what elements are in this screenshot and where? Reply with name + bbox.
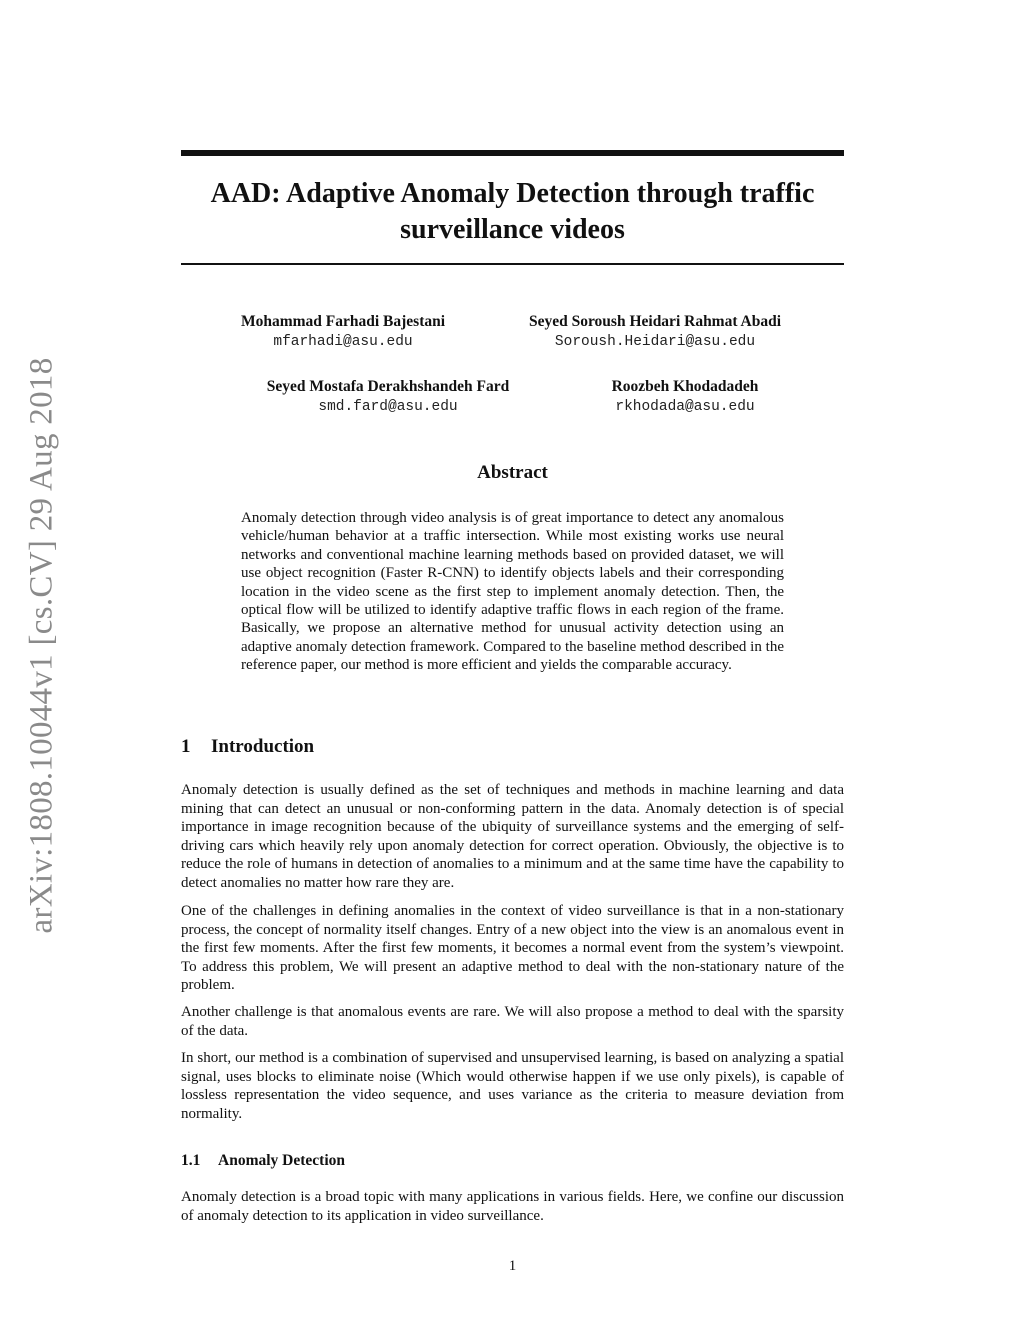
title-bottom-rule	[181, 263, 844, 265]
author-email: mfarhadi@asu.edu	[273, 334, 413, 350]
section-title: Introduction	[211, 736, 315, 757]
paragraph: Another challenge is that anomalous events are rare. We will also propose a method to deal with the sparsity of the data.	[181, 1004, 844, 1039]
author-email: Soroush.Heidari@asu.edu	[554, 334, 756, 350]
author-block	[505, 312, 805, 352]
paragraph: One of the challenges in defining anomalies in the context of video surveillance is that in a non-stationary process, the concept of normality itself changes. Entry of a new object into the view is an anomalous event in the first few moments. After the first few moments, it becomes a normal event from the system’s viewpoint. To address this problem, We will present an adaptive method to deal with the non-stationary nature of the problem.	[181, 903, 844, 993]
author-block	[238, 377, 538, 417]
subsection-title: Anomaly Detection	[218, 1152, 345, 1169]
subsection-heading	[181, 1152, 345, 1170]
author-name: Mohammad Farhadi Bajestani	[240, 313, 446, 330]
author-email: rkhodada@asu.edu	[615, 399, 755, 415]
author-email: smd.fard@asu.edu	[318, 399, 458, 415]
abstract-heading: Abstract	[477, 462, 548, 483]
author-block	[535, 377, 835, 417]
paragraph: In short, our method is a combination of supervised and unsupervised learning, is based on analyzing a spatial signal, uses blocks to eliminate noise (Which would otherwise happen if we use only pixels), is capable of lossless representation the video sequence, and uses variance as the criteria to measure deviation from normality.	[181, 1050, 844, 1122]
section-heading	[181, 736, 314, 758]
author-block	[193, 312, 493, 352]
page-number: 1	[508, 1258, 517, 1274]
paper-title: AAD: Adaptive Anomaly Detection through traffic surveillance videos	[210, 178, 815, 245]
paragraph: Anomaly detection is a broad topic with many applications in various fields. Here, we confine our discussion of anomaly detection to its application in video surveillance.	[181, 1189, 844, 1224]
subsection-number: 1.1	[181, 1152, 201, 1169]
arxiv-stamp	[20, 345, 64, 945]
author-name: Roozbeh Khodadadeh	[611, 378, 759, 395]
abstract-text: Anomaly detection through video analysis is of great importance to detect any anomalous vehicle/human behavior at a traffic intersection. While most existing works use neural networks and conventional machine learning methods based on provided dataset, we will use object recognition (Faster R-CNN) to identify objects labels and their corresponding location in the video scene as the first step to implement anomaly detection. Then, the optical flow will be utilized to identify adaptive traffic flows in each region of the frame. Basically, we propose an alternative method for unusual activity detection using an adaptive anomaly detection framework. Compared to the baseline method described in the reference paper, our method is more efficient and yields the comparable accuracy.	[241, 510, 784, 674]
section-number: 1	[181, 736, 191, 757]
author-name: Seyed Mostafa Derakhshandeh Fard	[266, 378, 510, 395]
arxiv-stamp-text: arXiv:1808.10044v1 [cs.CV] 29 Aug 2018	[23, 356, 60, 934]
title-top-rule	[181, 150, 844, 156]
paragraph: Anomaly detection is usually defined as the set of techniques and methods in machine learning and data mining that can detect an unusual or non-conforming pattern in the data. Anomaly detection is of special importance in image recognition because of the ubiquity of surveillance systems and the emerging of self-driving cars which heavily rely upon anomaly detection for correct operation. Obviously, the objective is to reduce the role of humans in detection of anomalies to a minimum and at the same time have the capability to detect anomalies no matter how rare they are.	[181, 782, 844, 891]
author-name: Seyed Soroush Heidari Rahmat Abadi	[528, 313, 782, 330]
